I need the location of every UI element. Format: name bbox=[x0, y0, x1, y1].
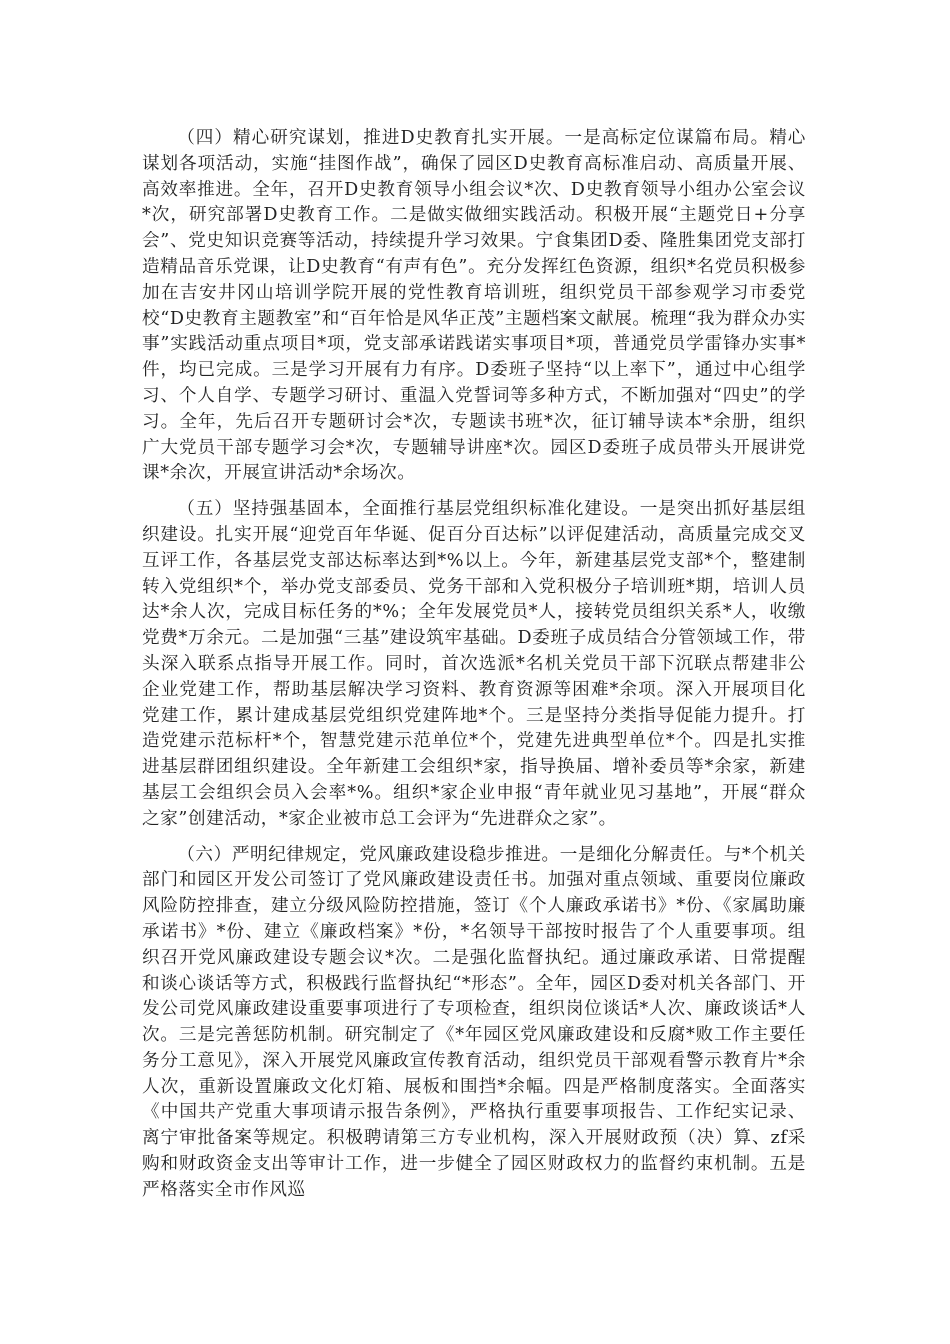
document-body bbox=[142, 126, 806, 1204]
paragraph-5-grassroots-organization: （五）坚持强基固本，全面推行基层党组织标准化建设。一是突出抓好基层组织建设。扎实开展“迎党百年华诞、促百分百达标”以评促建活动，高质量完成交叉互评工作，各基层党支部达标率达到*%以上。今年，新建基层党支部*个，整建制转入党组织*个，举办党支部委员、党务干部和入党积极分子培训班*期，培训人员达*余人次，完成目标任务的*%；全年发展党员*人，接转党员组织关系*人，收缴党费*万余元。二是加强“三基”建设筑牢基础。D委班子成员结合分管领域工作，带头深入联系点指导开展工作。同时，首次选派*名机关党员干部下沉联点帮建非公企业党建工作，帮助基层解决学习资料、教育资源等困难*余项。深入开展项目化党建工作，累计建成基层党组织党建阵地*个。三是坚持分类指导促能力提升。打造党建示范标杆*个，智慧党建示范单位*个，党建先进典型单位*个。四是扎实推进基层群团组织建设。全年新建工会组织*家，指导换届、增补委员等*余家，新建基层工会组织会员入会率*%。组织*家企业申报“青年就业见习基地”，开展“群众之家”创建活动，*家企业被市总工会评为“先进群众之家”。 bbox=[142, 499, 806, 829]
paragraph-6-discipline-integrity: （六）严明纪律规定，党风廉政建设稳步推进。一是细化分解责任。与*个机关部门和园区开发公司签订了党风廉政建设责任书。加强对重点领域、重要岗位廉政风险防控排查，建立分级风险防控措施，签订《个人廉政承诺书》*份、《家属助廉承诺书》*份、建立《廉政档案》*份，*名领导干部按时报告了个人重要事项。组织召开党风廉政建设专题会议*次。二是强化监督执纪。通过廉政承诺、日常提醒和谈心谈话等方式，积极践行监督执纪“*形态”。全年，园区D委对机关各部门、开发公司党风廉政建设重要事项进行了专项检查，组织岗位谈话*人次、廉政谈话*人次。三是完善惩防机制。研究制定了《*年园区党风廉政建设和反腐*败工作主要任务分工意见》，深入开展党风廉政宣传教育活动，组织党员干部观看警示教育片*余人次，重新设置廉政文化灯箱、展板和围挡*余幅。四是严格制度落实。全面落实《中国共产党重大事项请示报告条例》，严格执行重要事项报告、工作纪实记录、离宁审批备案等规定。积极聘请第三方专业机构，深入开展财政预（决）算、zf采购和财政资金支出等审计工作，进一步健全了园区财政权力的监督约束机制。五是严格落实全市作风巡 bbox=[142, 844, 806, 1200]
paragraph-4-party-history-education: （四）精心研究谋划，推进D史教育扎实开展。一是高标定位谋篇布局。精心谋划各项活动，实施“挂图作战”，确保了园区D史教育高标准启动、高质量开展、高效率推进。全年，召开D史教育领导小组会议*次、D史教育领导小组办公室会议*次，研究部署D史教育工作。二是做实做细实践活动。积极开展“主题党日+分享会”、党史知识竞赛等活动，持续提升学习效果。宁食集团D委、隆胜集团党支部打造精品音乐党课，让D史教育“有声有色”。充分发挥红色资源，组织*名党员积极参加在吉安井冈山培训学院开展的党性教育培训班，组织党员干部参观学习市委党校“D史教育主题教室”和“百年恰是风华正茂”主题档案文献展。梳理“我为群众办实事”实践活动重点项目*项，党支部承诺践诺实事项目*项，普通党员学雷锋办实事*件，均已完成。三是学习开展有力有序。D委班子坚持“以上率下”，通过中心组学习、个人自学、专题学习研讨、重温入党誓词等多种方式，不断加强对“四史”的学习。全年，先后召开专题研讨会*次，专题读书班*次，征订辅导读本*余册，组织广大党员干部专题学习会*次，专题辅导讲座*次。园区D委班子成员带头开展讲党课*余次，开展宣讲活动*余场次。 bbox=[142, 128, 806, 484]
